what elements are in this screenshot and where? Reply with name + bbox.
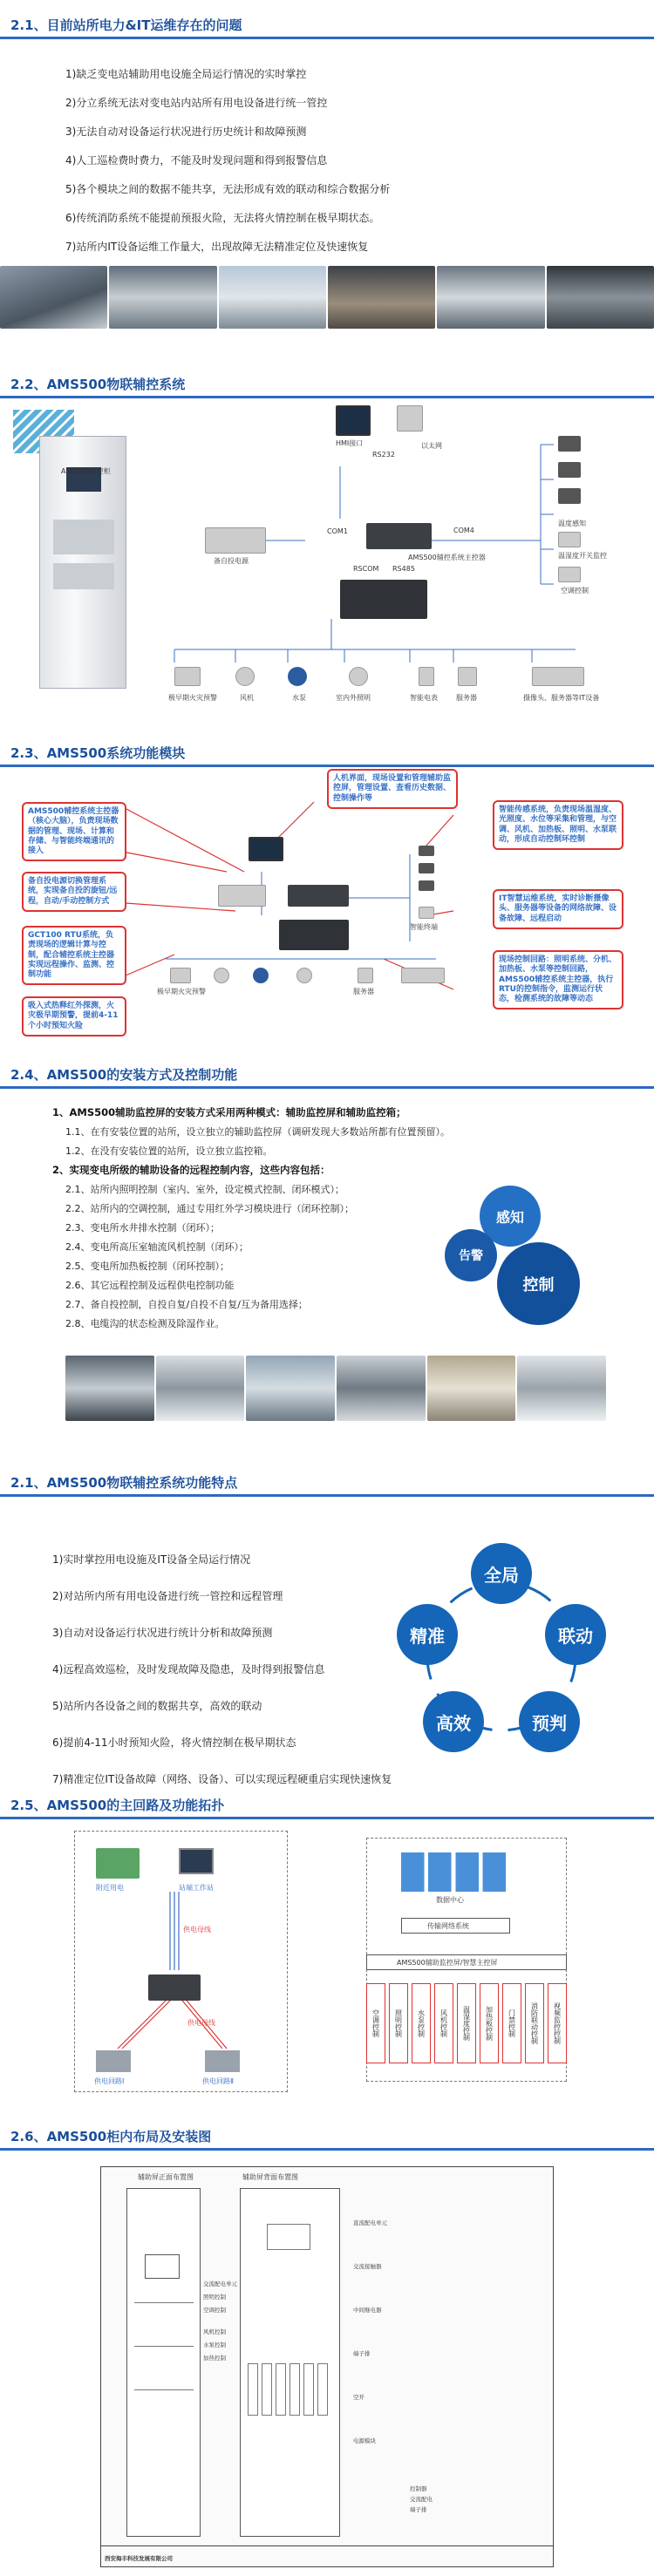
hmi-screen bbox=[336, 405, 371, 436]
section-title: 2.2、AMS500物联辅控系统 bbox=[10, 377, 186, 392]
right-note: 空开 bbox=[353, 2394, 364, 2401]
datacenter-label: 数据中心 bbox=[436, 1896, 464, 1904]
workstation-label: 站端工作站 bbox=[179, 1884, 214, 1892]
function-box: 加热板控制 bbox=[480, 1983, 499, 2063]
install-item: 1.1、在有安装位置的站所，设立独立的辅助监控屏（调研发现大多数站所都有位置预留）。 bbox=[65, 1126, 450, 1138]
feature-item: 3)自动对设备运行状况进行统计分析和故障预测 bbox=[52, 1627, 273, 1639]
function-box: 风机控制 bbox=[434, 1983, 453, 2063]
section-title: 2.4、AMS500的安装方式及控制功能 bbox=[10, 1067, 238, 1083]
server-device bbox=[358, 968, 373, 983]
callout-main-unit: AMS500辅控系统主控器（核心大脑），负责现场数据的管理、现场、计算和存储、与智能终端通讯的接入 bbox=[22, 802, 126, 861]
feature-item: 6)提前4-11小时预知火险，将火情控制在极早期状态 bbox=[52, 1737, 296, 1749]
switch-device bbox=[532, 667, 584, 686]
callout-fire: 吸入式热释红外探测，火灾极早期预警，提前4-11个小时预知火险 bbox=[22, 996, 126, 1037]
sensor-device bbox=[558, 436, 581, 452]
control-item: 2.1、站所内照明控制（室内、室外，设定模式控制、闭环模式）； bbox=[65, 1184, 344, 1195]
callout-hmi: 人机界面，现场设置和管理辅助监控屏，管理设置、查看历史数据、控制操作等 bbox=[327, 769, 458, 809]
pump-label: 水泵 bbox=[292, 694, 306, 702]
company-name: 西安海丰科技发展有限公司 bbox=[105, 2555, 173, 2562]
photo-cabinet bbox=[156, 1356, 245, 1421]
section-layout-drawing bbox=[0, 2118, 654, 2576]
switches-label: 摄像头、服务器等IT设备 bbox=[523, 694, 600, 702]
right-view-label: 辅助屏背面布置图 bbox=[242, 2173, 298, 2181]
section-title: 2.6、AMS500柜内布局及安装图 bbox=[10, 2129, 212, 2144]
photo-yard bbox=[246, 1356, 335, 1421]
office-label: 附近用电 bbox=[96, 1884, 124, 1892]
section-ams500-system bbox=[0, 349, 654, 706]
datacenter-icon bbox=[401, 1852, 506, 1892]
transfer-label: 传输网络系统 bbox=[427, 1922, 469, 1930]
circle-predict: 预判 bbox=[519, 1691, 580, 1752]
server-label: 服务器 bbox=[456, 694, 477, 702]
panel-label: 照明控制 bbox=[203, 2294, 226, 2301]
callout-control-loop: 现场控制回路：照明系统、分机、加热板、水泵等控制回路，AMS500辅控系统主控器，执行RTU的控制指令，监测运行状态，检测系统的故障等动态 bbox=[493, 950, 623, 1009]
main-controller bbox=[288, 885, 349, 907]
rs232-label: RS232 bbox=[372, 451, 395, 459]
feature-item: 1)实时掌控用电设施及IT设备全局运行情况 bbox=[52, 1553, 251, 1566]
circle-precise: 精准 bbox=[397, 1604, 458, 1665]
generator-1 bbox=[96, 2050, 131, 2072]
dual-power-label: 备自投电源 bbox=[214, 557, 249, 565]
rear-box bbox=[248, 2363, 258, 2416]
function-box: 门禁控制 bbox=[502, 1983, 521, 2063]
terminal-label: 智能终端 bbox=[410, 923, 438, 931]
feature-item: 2)对站所内所有用电设备进行统一管控和远程管理 bbox=[52, 1590, 283, 1602]
smart-label: 智能电表 bbox=[410, 694, 438, 702]
ethernet-device bbox=[397, 405, 423, 432]
control-item: 2.6、其它远程控制及远程供电控制功能 bbox=[65, 1280, 235, 1291]
gear-alarm: 告警 bbox=[445, 1229, 497, 1281]
com1-label: COM1 bbox=[327, 527, 348, 535]
rtu-device bbox=[340, 580, 427, 619]
function-box: 水泵控制 bbox=[412, 1983, 431, 2063]
photo-switchgear bbox=[337, 1356, 426, 1421]
control-item: 2.2、站所内的空调控制，通过专用红外学习模块进行（闭环控制）； bbox=[65, 1203, 354, 1214]
sensor-device bbox=[558, 488, 581, 504]
title-rule bbox=[0, 396, 654, 398]
rs485-label: RS485 bbox=[392, 565, 415, 573]
control-item: 2.7、备自投控制，自投自复/自投不自复/互为备用选择； bbox=[65, 1299, 308, 1310]
right-note: 端子排 bbox=[353, 2350, 371, 2357]
fire-label: 极早期火灾预警 bbox=[157, 988, 206, 996]
control-item: 2.4、变电所高压室轴流风机控制（闭环）； bbox=[65, 1241, 249, 1253]
fan-device bbox=[235, 667, 255, 686]
function-box: 视频监控控制 bbox=[548, 1983, 567, 2063]
rear-box bbox=[276, 2363, 286, 2416]
problem-item: 2)分立系统无法对变电站内站所有用电设备进行统一管控 bbox=[65, 97, 328, 109]
light-device bbox=[349, 667, 368, 686]
panel-screen bbox=[145, 2254, 180, 2279]
callout-it-ops: IT智慧运维系统，实时诊断摄像头、服务器等设备的网络故障、设备故障、远程启动 bbox=[493, 889, 623, 929]
line-b-label: 供电母线 bbox=[187, 2019, 215, 2027]
terminal-device bbox=[419, 907, 434, 919]
meter-device bbox=[419, 667, 434, 686]
panel-label: 交流配电单元 bbox=[203, 2280, 237, 2287]
hmi-screen bbox=[249, 837, 283, 861]
dual-power-device bbox=[205, 527, 266, 554]
workstation-icon bbox=[179, 1848, 214, 1874]
problem-item: 1)缺乏变电站辅助用电设施全局运行情况的实时掌控 bbox=[65, 68, 307, 80]
section-problems bbox=[0, 0, 654, 331]
left-view-label: 辅助屏正面布置图 bbox=[138, 2173, 194, 2181]
section-title: 2.5、AMS500的主回路及功能拓扑 bbox=[10, 1798, 225, 1813]
section-title: 2.1、目前站所电力&IT运维存在的问题 bbox=[10, 17, 242, 33]
circle-linkage: 联动 bbox=[545, 1604, 606, 1665]
office-building bbox=[96, 1848, 140, 1879]
feature-item: 4)远程高效巡检，及时发现故障及隐患，及时得到报警信息 bbox=[52, 1663, 325, 1675]
breaker-device bbox=[558, 567, 581, 582]
photo-towers bbox=[219, 266, 326, 329]
fire-label: 极早期火灾预警 bbox=[168, 694, 217, 702]
feature-item: 5)站所内各设备之间的数据共享，高效的联动 bbox=[52, 1700, 262, 1712]
status-mon-label: 温湿度开关监控 bbox=[558, 552, 607, 560]
right-note: 直流配电单元 bbox=[353, 2219, 387, 2226]
sensor-device bbox=[419, 846, 434, 856]
callout-rtu: GCT100 RTU系统，负责现场的逻辑计算与控制，配合辅控系统主控器实现远程操作、监测、控制功能 bbox=[22, 926, 126, 985]
function-box: 温湿度控制 bbox=[457, 1983, 476, 2063]
title-rule bbox=[0, 1817, 654, 1819]
control-item: 2.8、电缆沟的状态检测及除湿作业。 bbox=[65, 1318, 225, 1329]
panel-row bbox=[134, 2302, 194, 2303]
generator-2 bbox=[205, 2050, 240, 2072]
fire-detector bbox=[174, 667, 201, 686]
cabinet-label: AMS500辅控柜 bbox=[61, 467, 111, 475]
rear-box bbox=[262, 2363, 272, 2416]
section-features bbox=[0, 1473, 654, 1805]
sensor-device bbox=[419, 880, 434, 891]
problem-item: 7)站所内IT设备运维工作量大，出现故障无法精准定位及快速恢复 bbox=[65, 241, 369, 253]
server-device bbox=[458, 667, 477, 686]
rear-box bbox=[317, 2363, 328, 2416]
main-unit-label: AMS500辅助监控屏/智慧主控屏 bbox=[397, 1959, 498, 1967]
fan-device bbox=[214, 968, 229, 983]
front-panel bbox=[126, 2188, 201, 2537]
fire-detector bbox=[170, 968, 191, 983]
title-rule bbox=[0, 1086, 654, 1089]
indoor-label: 室内外照明 bbox=[336, 694, 371, 702]
main-switch-unit bbox=[148, 1974, 201, 2001]
problem-item: 6)传统消防系统不能提前预报火险，无法将火情控制在极早期状态。 bbox=[65, 212, 380, 224]
panel-label: 水泵控制 bbox=[203, 2342, 226, 2348]
title-rule bbox=[0, 1494, 654, 1497]
panel-label: 加热控制 bbox=[203, 2355, 226, 2362]
photo-room bbox=[328, 266, 435, 329]
dual-power-device bbox=[218, 885, 266, 907]
switch-device bbox=[401, 968, 445, 983]
sensor-device bbox=[558, 462, 581, 478]
main-unit-label: AMS500辅控系统主控器 bbox=[408, 554, 486, 561]
ethernet-label: 以太网 bbox=[421, 442, 442, 450]
install-item: 1.2、在没有安装位置的站所，设立独立监控箱。 bbox=[65, 1145, 273, 1157]
photo-box bbox=[517, 1356, 606, 1421]
photo-rack bbox=[547, 266, 654, 329]
section-installation bbox=[0, 1055, 654, 1465]
right-note: 中间继电器 bbox=[353, 2307, 382, 2314]
rear-box bbox=[267, 2224, 310, 2250]
function-box: 空调控制 bbox=[366, 1983, 385, 2063]
install-heading: 1、AMS500辅助监控屏的安装方式采用两种模式：辅助监控屏和辅助监控箱； bbox=[52, 1106, 406, 1118]
rear-box bbox=[290, 2363, 300, 2416]
temp-label: 温度感知 bbox=[558, 520, 586, 527]
pump-device bbox=[253, 968, 269, 983]
feature-item: 7)精准定位IT设备故障（网络、设备）、可以实现远程硬重启实现快速恢复 bbox=[52, 1773, 392, 1785]
right-note: 交流接触器 bbox=[353, 2263, 382, 2270]
cabinet-panel bbox=[53, 563, 114, 589]
gear-sense: 感知 bbox=[480, 1186, 541, 1247]
control-heading: 2、实现变电所级的辅助设备的远程控制内容，这些内容包括： bbox=[52, 1164, 330, 1176]
com4-label: COM4 bbox=[453, 527, 474, 534]
problem-item: 5)各个模块之间的数据不能共享，无法形成有效的联动和综合数据分析 bbox=[65, 183, 391, 195]
function-box: 照明控制 bbox=[389, 1983, 408, 2063]
title-rule bbox=[0, 2148, 654, 2151]
section-topology bbox=[0, 1796, 654, 2118]
status-device bbox=[558, 532, 581, 547]
right-note: 电源模块 bbox=[353, 2437, 376, 2444]
problem-item: 3)无法自动对设备运行状况进行历史统计和故障预测 bbox=[65, 126, 307, 138]
note: 控制器 bbox=[410, 2485, 427, 2492]
cabinet-panel bbox=[53, 520, 114, 554]
photo-switchgear bbox=[437, 266, 544, 329]
rtu-device bbox=[279, 920, 349, 950]
photo-cabinets bbox=[109, 266, 216, 329]
rear-box bbox=[303, 2363, 314, 2416]
panel-row bbox=[134, 2389, 194, 2390]
photo-substation bbox=[0, 266, 107, 329]
note: 交流配电 bbox=[410, 2496, 433, 2503]
circle-efficient: 高效 bbox=[423, 1691, 484, 1752]
panel-label: 空调控制 bbox=[203, 2307, 226, 2314]
callout-dual-power: 备自投电源切换管理系统，实现备自投的旋钮/远程，自动/手动控制方式 bbox=[22, 872, 126, 912]
control-item: 2.5、变电所加热板控制（闭环控制）； bbox=[65, 1261, 229, 1272]
main-controller bbox=[366, 523, 432, 549]
panel-row bbox=[134, 2346, 194, 2347]
server-label: 服务器 bbox=[353, 988, 374, 996]
hmi-label: HMI接口 bbox=[336, 439, 364, 447]
rscom-label: RSCOM bbox=[353, 565, 379, 573]
photo-room bbox=[427, 1356, 516, 1421]
sensor-device bbox=[419, 863, 434, 873]
pump-device bbox=[288, 667, 307, 686]
breaker-label: 空调控制 bbox=[561, 587, 589, 595]
circle-global: 全局 bbox=[471, 1543, 532, 1604]
photo-panel bbox=[65, 1356, 154, 1421]
control-item: 2.3、变电所水井排水控制（闭环）； bbox=[65, 1222, 220, 1234]
problem-item: 4)人工巡检费时费力，不能及时发现问题和得到报警信息 bbox=[65, 154, 328, 167]
title-rule bbox=[0, 37, 654, 39]
gear-control: 控制 bbox=[497, 1242, 580, 1325]
rear-panel bbox=[240, 2188, 340, 2537]
section-title: 2.3、AMS500系统功能模块 bbox=[10, 745, 186, 761]
note: 端子排 bbox=[410, 2506, 427, 2513]
section-title: 2.1、AMS500物联辅控系统功能特点 bbox=[10, 1475, 238, 1491]
gen1-label: 供电回路Ⅰ bbox=[94, 2077, 125, 2085]
panel-label: 风机控制 bbox=[203, 2328, 226, 2335]
photo-strip bbox=[0, 266, 654, 329]
section-functional-modules bbox=[0, 732, 654, 1055]
line-a-label: 供电母线 bbox=[183, 1926, 211, 1934]
callout-sensors: 智能传感系统，负责现场温湿度、光照度、水位等采集和管理，与空调、风机、加热板、照明、水泵联动，形成自动控制环控制 bbox=[493, 800, 623, 850]
photo-strip bbox=[65, 1356, 606, 1421]
light-device bbox=[296, 968, 312, 983]
fan-label: 风机 bbox=[240, 694, 254, 702]
function-box: 消防联动控制 bbox=[525, 1983, 544, 2063]
gen2-label: 供电回路Ⅱ bbox=[202, 2077, 234, 2085]
